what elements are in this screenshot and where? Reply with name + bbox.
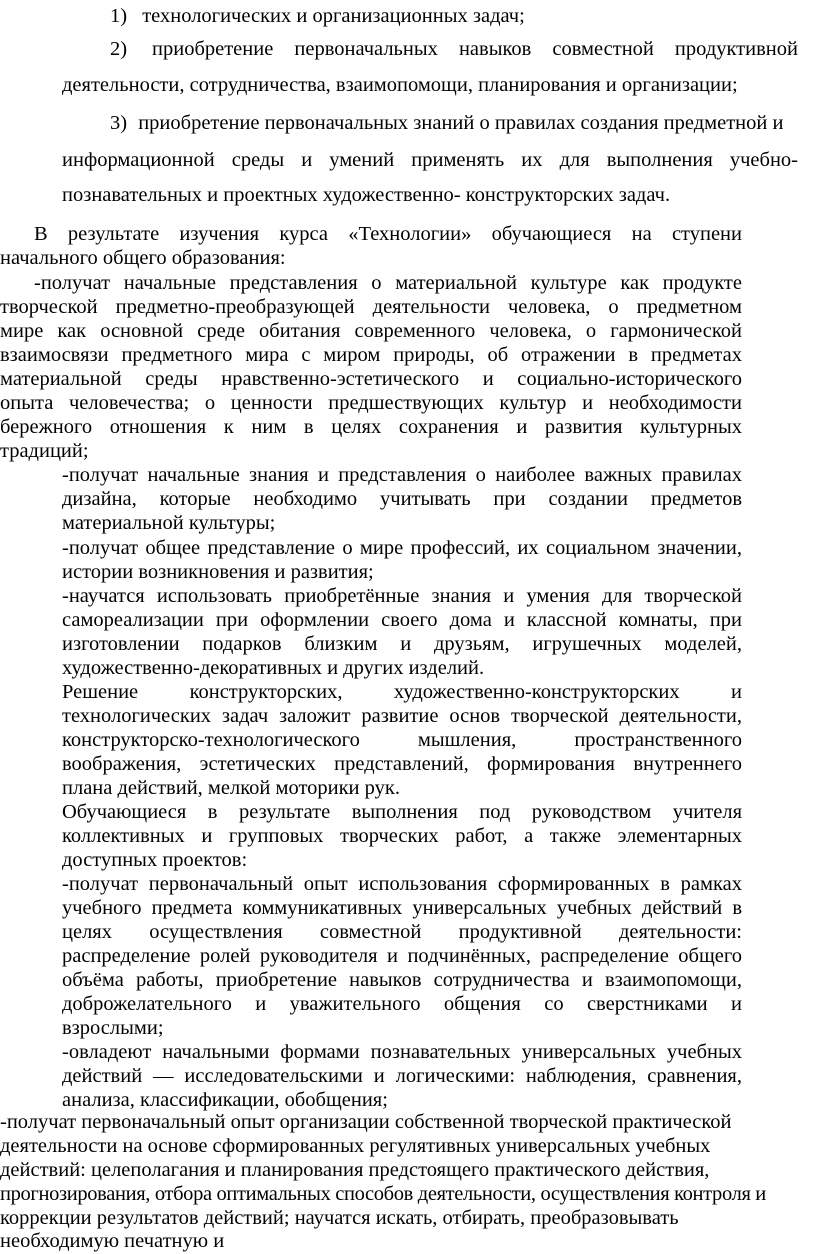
text-line: опыта человечества; о ценности предшествующих культур и необходимости — [0, 392, 742, 414]
text-line: плана действий, мелкой моторики рук. — [62, 777, 400, 799]
text-line: прогнозирования, отбора оптимальных способов деятельности, осуществления контроля и — [0, 1183, 766, 1205]
list-text: технологических и организационных задач; — [142, 5, 525, 27]
text-line: материальной среды нравственно-эстетического и социально-исторического — [0, 368, 742, 390]
text-line: -научатся использовать приобретённые знания и умения для творческой — [62, 585, 742, 607]
text-line: воображения, эстетических представлений, формирования внутреннего — [62, 753, 742, 775]
text-line: деятельности на основе сформированных регулятивных универсальных учебных — [0, 1135, 711, 1157]
text-line: необходимую печатную и — [0, 1230, 225, 1252]
text-line: доступных проектов: — [62, 849, 248, 871]
text-line: действий: целеполагания и планирования предстоящего практического действия, — [0, 1159, 710, 1181]
text-line: художественно-декоративных и других изделий. — [62, 657, 485, 679]
text-line: -получат первоначальный опыт организации собственной творческой практической — [0, 1111, 732, 1133]
text-line: учебного предмета коммуникативных универсальных учебных действий в — [62, 897, 742, 919]
list-item-2-line-2: деятельности, сотрудничества, взаимопомощи, планирования и организации; — [62, 74, 738, 96]
text-line: целях осуществления совместной продуктивной деятельности: — [62, 921, 742, 943]
text-line: бережного отношения к ним в целях сохранения и развития культурных — [0, 416, 742, 438]
list-item-2-line-1 — [110, 37, 798, 61]
list-number: 2) — [110, 38, 128, 60]
list-text: приобретение первоначальных знаний о правилах создания предметной и — [138, 112, 784, 134]
list-item-3-line-3: познавательных и проектных художественно- конструкторских задач. — [62, 184, 671, 206]
results-intro-line-1: В результате изучения курса «Технологии» обучающиеся на ступени — [34, 223, 742, 245]
text-line: Решение конструкторских, художественно-конструкторских и — [62, 681, 742, 703]
text-line: Обучающиеся в результате выполнения под руководством учителя — [62, 801, 742, 823]
text-line: -получат общее представление о мире профессий, их социальном значении, — [62, 537, 742, 559]
text-line: действий — исследовательскими и логическими: наблюдения, сравнения, — [62, 1065, 742, 1087]
text-line: творческой предметно-преобразующей деятельности человека, о предметном — [0, 296, 742, 318]
text-line: взрослыми; — [62, 1017, 164, 1039]
list-text: приобретение первоначальных навыков совместной продуктивной — [152, 38, 798, 60]
list-item-3-line-2: информационной среды и умений применять их для выполнения учебно- — [62, 149, 798, 171]
text-line: распределение ролей руководителя и подчинённых, распределение общего — [62, 945, 742, 967]
text-line: материальной культуры; — [62, 512, 276, 534]
text-line: объёма работы, приобретение навыков сотрудничества и взаимопомощи, — [62, 969, 742, 991]
text-line: доброжелательного и уважительного общения со сверстниками и — [62, 993, 742, 1015]
text-line: дизайна, которые необходимо учитывать при создании предметов — [62, 488, 742, 510]
text-line: истории возникновения и развития; — [62, 561, 374, 583]
text-line: конструкторско-технологического мышления, пространственного — [62, 729, 742, 751]
text-line: традиций; — [0, 440, 89, 462]
text-line: взаимосвязи предметного мира с миром природы, об отражении в предметах — [0, 344, 742, 366]
text-line: изготовлении подарков близким и друзьям, игрушечных моделей, — [62, 633, 742, 655]
text-line: мире как основной среде обитания современного человека, о гармонической — [0, 320, 742, 342]
text-line: -получат начальные знания и представления о наиболее важных правилах — [62, 464, 742, 486]
text-line: коллективных и групповых творческих работ, а также элементарных — [62, 825, 742, 847]
text-line: технологических задач заложит развитие основ творческой деятельности, — [62, 705, 742, 727]
text-line: коррекции результатов действий; научатся искать, отбирать, преобразовывать — [0, 1207, 679, 1229]
list-number: 1) — [110, 5, 128, 27]
text-line: анализа, классификации, обобщения; — [62, 1089, 388, 1111]
text-line: -овладеют начальными формами познавательных универсальных учебных — [62, 1041, 742, 1063]
text-line: -получат первоначальный опыт использования сформированных в рамках — [62, 873, 742, 895]
list-number: 3) — [110, 112, 128, 134]
list-item-3-line-1 — [110, 111, 783, 135]
text-line: самореализации при оформлении своего дома и классной комнаты, при — [62, 609, 742, 631]
results-intro-line-2: начального общего образования: — [0, 247, 286, 269]
list-item-1 — [110, 4, 525, 28]
text-line: -получат начальные представления о материальной культуре как продукте — [34, 272, 742, 294]
